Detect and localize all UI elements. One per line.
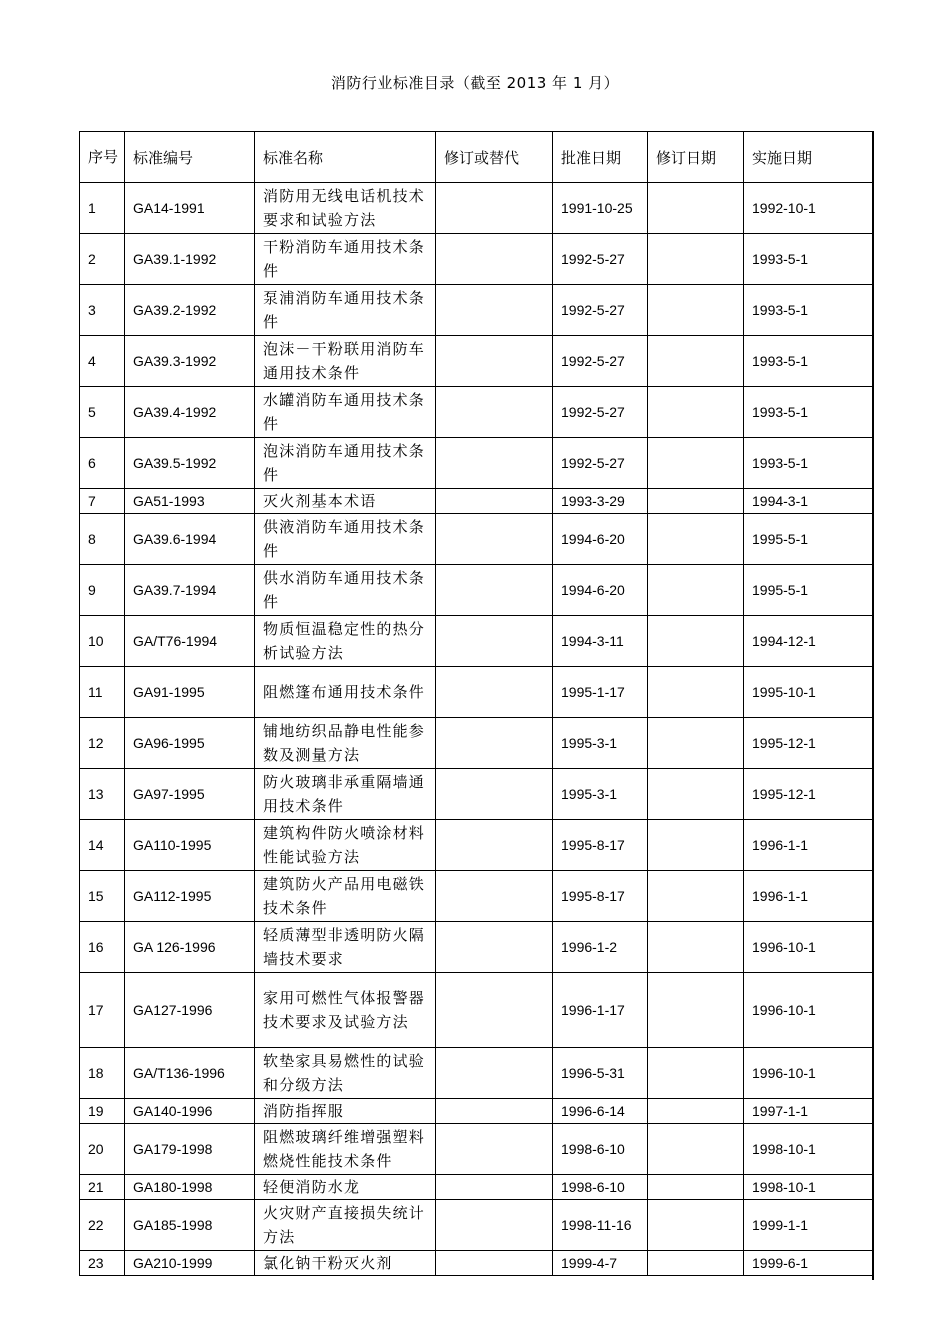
- table-row: [80, 718, 873, 769]
- cell-revised: [436, 769, 553, 820]
- table-row: [80, 336, 873, 387]
- cell-name: 阻燃玻璃纤维增强塑料燃烧性能技术条件: [255, 1124, 436, 1175]
- cell-code: GA210-1999: [125, 1251, 255, 1276]
- cell-revision-date: [648, 234, 744, 285]
- cell-code: GA96-1995: [125, 718, 255, 769]
- cell-name: 灭火剂基本术语: [255, 489, 436, 514]
- cell-approve-date: 1992-5-27: [553, 387, 648, 438]
- cell-approve-date: 1993-3-29: [553, 489, 648, 514]
- cell-name: 供水消防车通用技术条件: [255, 565, 436, 616]
- cell-no: 10: [80, 616, 125, 667]
- header-approve-date: 批准日期: [553, 132, 648, 183]
- cell-name: 轻便消防水龙: [255, 1175, 436, 1200]
- cell-code: GA180-1998: [125, 1175, 255, 1200]
- table-row: [80, 1200, 873, 1251]
- table-row: [80, 1099, 873, 1124]
- cell-no: 14: [80, 820, 125, 871]
- cell-no: 13: [80, 769, 125, 820]
- cell-revised: [436, 1048, 553, 1099]
- cell-no: 9: [80, 565, 125, 616]
- cell-revision-date: [648, 1099, 744, 1124]
- cell-revised: [436, 820, 553, 871]
- cell-name: 消防用无线电话机技术要求和试验方法: [255, 183, 436, 234]
- cell-implement-date: 1997-1-1: [744, 1099, 873, 1124]
- cell-revised: [436, 336, 553, 387]
- table-row: [80, 871, 873, 922]
- cell-approve-date: 1994-6-20: [553, 514, 648, 565]
- header-code: 标准编号: [125, 132, 255, 183]
- cell-name: 泵浦消防车通用技术条件: [255, 285, 436, 336]
- cell-code: GA39.6-1994: [125, 514, 255, 565]
- cell-approve-date: 1998-6-10: [553, 1124, 648, 1175]
- table-row: [80, 1251, 873, 1276]
- table-row: [80, 387, 873, 438]
- cell-revision-date: [648, 769, 744, 820]
- cell-revision-date: [648, 489, 744, 514]
- cell-implement-date: 1993-5-1: [744, 387, 873, 438]
- cell-code: GA127-1996: [125, 973, 255, 1048]
- cell-approve-date: 1999-4-7: [553, 1251, 648, 1276]
- cell-revision-date: [648, 565, 744, 616]
- cell-revised: [436, 718, 553, 769]
- cell-implement-date: 1993-5-1: [744, 234, 873, 285]
- cell-revision-date: [648, 514, 744, 565]
- cell-implement-date: 1998-10-1: [744, 1124, 873, 1175]
- table-row: [80, 667, 873, 718]
- table-row: [80, 922, 873, 973]
- table-row: [80, 285, 873, 336]
- table-row: [80, 1048, 873, 1099]
- cell-implement-date: 1993-5-1: [744, 336, 873, 387]
- cell-no: 7: [80, 489, 125, 514]
- cell-revision-date: [648, 667, 744, 718]
- cell-no: 2: [80, 234, 125, 285]
- table-body: [80, 183, 873, 1276]
- cell-no: 5: [80, 387, 125, 438]
- cell-revised: [436, 973, 553, 1048]
- cell-name: 消防指挥服: [255, 1099, 436, 1124]
- cell-implement-date: 1995-5-1: [744, 565, 873, 616]
- cell-revised: [436, 1251, 553, 1276]
- cell-approve-date: 1996-1-17: [553, 973, 648, 1048]
- cell-implement-date: 1996-1-1: [744, 871, 873, 922]
- standards-table: [79, 131, 873, 1276]
- cell-revised: [436, 234, 553, 285]
- cell-revised: [436, 1099, 553, 1124]
- cell-implement-date: 1996-10-1: [744, 1048, 873, 1099]
- cell-approve-date: 1995-1-17: [553, 667, 648, 718]
- cell-code: GA91-1995: [125, 667, 255, 718]
- cell-implement-date: 1995-5-1: [744, 514, 873, 565]
- cell-name: 建筑防火产品用电磁铁技术条件: [255, 871, 436, 922]
- document-title: 消防行业标准目录（截至 2013 年 1 月）: [330, 74, 620, 92]
- cell-revised: [436, 1200, 553, 1251]
- table-row: [80, 1175, 873, 1200]
- cell-code: GA112-1995: [125, 871, 255, 922]
- cell-code: GA39.4-1992: [125, 387, 255, 438]
- cell-implement-date: 1994-3-1: [744, 489, 873, 514]
- cell-implement-date: 1993-5-1: [744, 438, 873, 489]
- cell-revision-date: [648, 616, 744, 667]
- cell-name: 供液消防车通用技术条件: [255, 514, 436, 565]
- cell-approve-date: 1996-1-2: [553, 922, 648, 973]
- cell-no: 20: [80, 1124, 125, 1175]
- cell-revised: [436, 183, 553, 234]
- cell-revision-date: [648, 1200, 744, 1251]
- cell-no: 17: [80, 973, 125, 1048]
- cell-code: GA51-1993: [125, 489, 255, 514]
- cell-no: 12: [80, 718, 125, 769]
- cell-code: GA179-1998: [125, 1124, 255, 1175]
- cell-implement-date: 1996-10-1: [744, 973, 873, 1048]
- cell-name: 物质恒温稳定性的热分析试验方法: [255, 616, 436, 667]
- cell-no: 4: [80, 336, 125, 387]
- cell-no: 15: [80, 871, 125, 922]
- cell-code: GA/T76-1994: [125, 616, 255, 667]
- table-row: [80, 514, 873, 565]
- header-revision-date: 修订日期: [648, 132, 744, 183]
- cell-approve-date: 1992-5-27: [553, 336, 648, 387]
- cell-implement-date: 1993-5-1: [744, 285, 873, 336]
- table-row: [80, 1124, 873, 1175]
- cell-revised: [436, 922, 553, 973]
- cell-no: 23: [80, 1251, 125, 1276]
- cell-approve-date: 1991-10-25: [553, 183, 648, 234]
- cell-approve-date: 1998-11-16: [553, 1200, 648, 1251]
- cell-revised: [436, 387, 553, 438]
- cell-name: 泡沫－干粉联用消防车通用技术条件: [255, 336, 436, 387]
- cell-revised: [436, 1124, 553, 1175]
- cell-no: 21: [80, 1175, 125, 1200]
- cell-approve-date: 1995-3-1: [553, 769, 648, 820]
- cell-implement-date: 1998-10-1: [744, 1175, 873, 1200]
- cell-approve-date: 1994-3-11: [553, 616, 648, 667]
- cell-approve-date: 1996-6-14: [553, 1099, 648, 1124]
- cell-name: 氯化钠干粉灭火剂: [255, 1251, 436, 1276]
- cell-code: GA110-1995: [125, 820, 255, 871]
- cell-name: 水罐消防车通用技术条件: [255, 387, 436, 438]
- cell-revision-date: [648, 718, 744, 769]
- cell-revised: [436, 871, 553, 922]
- cell-code: GA39.3-1992: [125, 336, 255, 387]
- cell-implement-date: 1999-6-1: [744, 1251, 873, 1276]
- cell-approve-date: 1992-5-27: [553, 438, 648, 489]
- cell-revised: [436, 514, 553, 565]
- cell-revision-date: [648, 285, 744, 336]
- cell-revision-date: [648, 183, 744, 234]
- cell-revision-date: [648, 1124, 744, 1175]
- table-row: [80, 769, 873, 820]
- cell-code: GA39.7-1994: [125, 565, 255, 616]
- header-implement-date: 实施日期: [744, 132, 873, 183]
- cell-revision-date: [648, 438, 744, 489]
- cell-name: 干粉消防车通用技术条件: [255, 234, 436, 285]
- cell-no: 18: [80, 1048, 125, 1099]
- cell-revision-date: [648, 871, 744, 922]
- cell-no: 6: [80, 438, 125, 489]
- cell-approve-date: 1998-6-10: [553, 1175, 648, 1200]
- cell-revision-date: [648, 336, 744, 387]
- cell-implement-date: 1992-10-1: [744, 183, 873, 234]
- header-no: 序号: [80, 132, 125, 183]
- header-name: 标准名称: [255, 132, 436, 183]
- cell-approve-date: 1995-3-1: [553, 718, 648, 769]
- table-row: [80, 616, 873, 667]
- cell-approve-date: 1992-5-27: [553, 285, 648, 336]
- cell-revised: [436, 438, 553, 489]
- header-revised: 修订或替代: [436, 132, 553, 183]
- cell-code: GA14-1991: [125, 183, 255, 234]
- cell-code: GA185-1998: [125, 1200, 255, 1251]
- cell-implement-date: 1996-10-1: [744, 922, 873, 973]
- cell-no: 16: [80, 922, 125, 973]
- cell-revision-date: [648, 820, 744, 871]
- right-border-line: [872, 131, 874, 1280]
- cell-revision-date: [648, 973, 744, 1048]
- cell-code: GA39.2-1992: [125, 285, 255, 336]
- cell-code: GA 126-1996: [125, 922, 255, 973]
- cell-code: GA97-1995: [125, 769, 255, 820]
- cell-name: 铺地纺织品静电性能参数及测量方法: [255, 718, 436, 769]
- cell-name: 软垫家具易燃性的试验和分级方法: [255, 1048, 436, 1099]
- cell-revised: [436, 565, 553, 616]
- cell-approve-date: 1994-6-20: [553, 565, 648, 616]
- table-row: [80, 438, 873, 489]
- table-row: [80, 234, 873, 285]
- cell-no: 1: [80, 183, 125, 234]
- cell-revision-date: [648, 922, 744, 973]
- cell-code: GA39.5-1992: [125, 438, 255, 489]
- cell-implement-date: 1999-1-1: [744, 1200, 873, 1251]
- cell-name: 家用可燃性气体报警器技术要求及试验方法: [255, 973, 436, 1048]
- cell-name: 泡沫消防车通用技术条件: [255, 438, 436, 489]
- cell-approve-date: 1996-5-31: [553, 1048, 648, 1099]
- cell-code: GA/T136-1996: [125, 1048, 255, 1099]
- cell-revised: [436, 285, 553, 336]
- cell-no: 3: [80, 285, 125, 336]
- cell-revised: [436, 1175, 553, 1200]
- table-row: [80, 973, 873, 1048]
- cell-no: 22: [80, 1200, 125, 1251]
- table-row: [80, 183, 873, 234]
- cell-revised: [436, 667, 553, 718]
- cell-approve-date: 1992-5-27: [553, 234, 648, 285]
- cell-implement-date: 1995-10-1: [744, 667, 873, 718]
- cell-revision-date: [648, 1048, 744, 1099]
- cell-code: GA140-1996: [125, 1099, 255, 1124]
- cell-approve-date: 1995-8-17: [553, 820, 648, 871]
- cell-revision-date: [648, 1251, 744, 1276]
- cell-revised: [436, 489, 553, 514]
- cell-revision-date: [648, 1175, 744, 1200]
- cell-no: 19: [80, 1099, 125, 1124]
- cell-no: 8: [80, 514, 125, 565]
- cell-no: 11: [80, 667, 125, 718]
- cell-revised: [436, 616, 553, 667]
- cell-implement-date: 1994-12-1: [744, 616, 873, 667]
- table-row: [80, 565, 873, 616]
- cell-revision-date: [648, 387, 744, 438]
- cell-name: 轻质薄型非透明防火隔墙技术要求: [255, 922, 436, 973]
- cell-code: GA39.1-1992: [125, 234, 255, 285]
- cell-approve-date: 1995-8-17: [553, 871, 648, 922]
- cell-implement-date: 1995-12-1: [744, 718, 873, 769]
- table-row: [80, 489, 873, 514]
- cell-implement-date: 1995-12-1: [744, 769, 873, 820]
- cell-implement-date: 1996-1-1: [744, 820, 873, 871]
- table-row: [80, 820, 873, 871]
- header-row: [80, 132, 873, 183]
- cell-name: 建筑构件防火喷涂材料性能试验方法: [255, 820, 436, 871]
- cell-name: 阻燃篷布通用技术条件: [255, 667, 436, 718]
- cell-name: 火灾财产直接损失统计方法: [255, 1200, 436, 1251]
- cell-name: 防火玻璃非承重隔墙通用技术条件: [255, 769, 436, 820]
